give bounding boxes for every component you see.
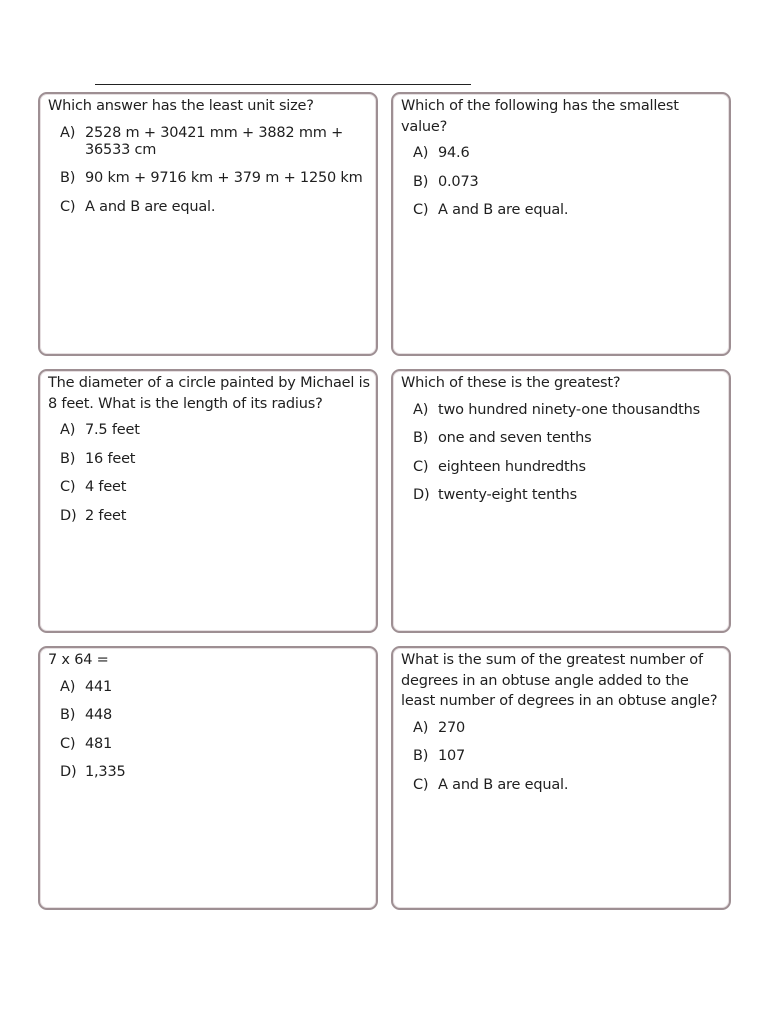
option-letter: A)	[60, 124, 76, 141]
answer-option-b[interactable]	[60, 707, 370, 724]
question-card-4	[391, 369, 731, 633]
option-text: 2 feet	[85, 507, 127, 524]
answer-options	[401, 402, 723, 505]
question-text: Which of these is the greatest?	[401, 375, 621, 391]
question-text: The diameter of a circle painted by Michael is 8 feet. What is the length of its radius?	[48, 375, 370, 412]
option-text: 0.073	[438, 173, 479, 190]
answer-option-a[interactable]	[413, 720, 723, 737]
option-letter: C)	[413, 202, 429, 218]
option-letter: B)	[413, 748, 429, 764]
question-card-2	[391, 92, 731, 356]
answer-option-a[interactable]	[413, 402, 723, 419]
name-line	[95, 84, 471, 85]
option-letter: B)	[60, 707, 76, 723]
question-card-5	[38, 646, 378, 910]
answer-option-c[interactable]	[413, 202, 723, 219]
answer-option-a[interactable]	[60, 125, 370, 159]
answer-option-c[interactable]	[60, 736, 370, 753]
option-letter: A)	[60, 678, 76, 695]
answer-options	[401, 720, 723, 794]
option-text: 1,335	[85, 764, 126, 780]
option-text: 94.6	[438, 145, 470, 161]
question-card-6	[391, 646, 731, 910]
option-text: A and B are equal.	[85, 198, 216, 215]
question-text: Which answer has the least unit size?	[48, 98, 314, 114]
option-text: 448	[85, 707, 113, 723]
option-letter: A)	[60, 422, 76, 438]
option-text: 2528 m + 30421 mm + 3882 mm + 36533 cm	[85, 124, 344, 158]
option-letter: D)	[60, 507, 77, 524]
answer-option-b[interactable]	[413, 174, 723, 191]
option-letter: C)	[60, 735, 76, 752]
answer-option-b[interactable]	[60, 451, 370, 468]
option-letter: C)	[413, 458, 429, 475]
answer-option-c[interactable]	[60, 479, 370, 496]
answer-options	[48, 125, 370, 216]
answer-option-c[interactable]	[413, 777, 723, 794]
question-text: What is the sum of the greatest number of degrees in an obtuse angle added to the least number of degrees in an obtuse angle?	[401, 652, 718, 709]
option-letter: B)	[60, 450, 76, 467]
option-letter: B)	[413, 173, 429, 190]
option-letter: A)	[413, 719, 429, 736]
question-text: Which of the following has the smallest value?	[401, 98, 679, 135]
answer-option-a[interactable]	[413, 145, 723, 162]
option-text: twenty-eight tenths	[438, 487, 577, 503]
option-text: A and B are equal.	[438, 776, 569, 793]
option-text: 441	[85, 678, 113, 695]
option-letter: B)	[60, 170, 76, 186]
answer-option-a[interactable]	[60, 422, 370, 439]
question-card-1	[38, 92, 378, 356]
option-letter: C)	[60, 479, 76, 495]
answer-option-d[interactable]	[60, 508, 370, 525]
answer-option-c[interactable]	[413, 459, 723, 476]
option-text: 90 km + 9716 km + 379 m + 1250 km	[85, 170, 363, 186]
answer-options	[401, 145, 723, 219]
answer-option-d[interactable]	[60, 764, 370, 781]
option-text: one and seven tenths	[438, 430, 592, 446]
answer-option-a[interactable]	[60, 679, 370, 696]
option-letter: D)	[60, 764, 77, 780]
answer-option-b[interactable]	[413, 748, 723, 765]
option-letter: C)	[413, 776, 429, 793]
option-text: A and B are equal.	[438, 202, 569, 218]
option-text: eighteen hundredths	[438, 458, 586, 475]
option-letter: B)	[413, 430, 429, 446]
answer-option-c[interactable]	[60, 199, 370, 216]
question-card-3	[38, 369, 378, 633]
question-text: 7 x 64 =	[48, 652, 109, 668]
option-text: 481	[85, 735, 113, 752]
answer-option-b[interactable]	[413, 430, 723, 447]
option-text: 270	[438, 719, 466, 736]
answer-options	[48, 422, 370, 525]
option-letter: D)	[413, 487, 430, 503]
option-text: 7.5 feet	[85, 422, 140, 438]
option-letter: C)	[60, 198, 76, 215]
answer-options	[48, 679, 370, 782]
option-text: two hundred ninety-one thousandths	[438, 401, 701, 418]
option-letter: A)	[413, 145, 429, 161]
option-text: 4 feet	[85, 479, 127, 495]
answer-option-d[interactable]	[413, 487, 723, 504]
answer-option-b[interactable]	[60, 170, 370, 187]
option-text: 107	[438, 748, 466, 764]
option-letter: A)	[413, 401, 429, 418]
option-text: 16 feet	[85, 450, 136, 467]
